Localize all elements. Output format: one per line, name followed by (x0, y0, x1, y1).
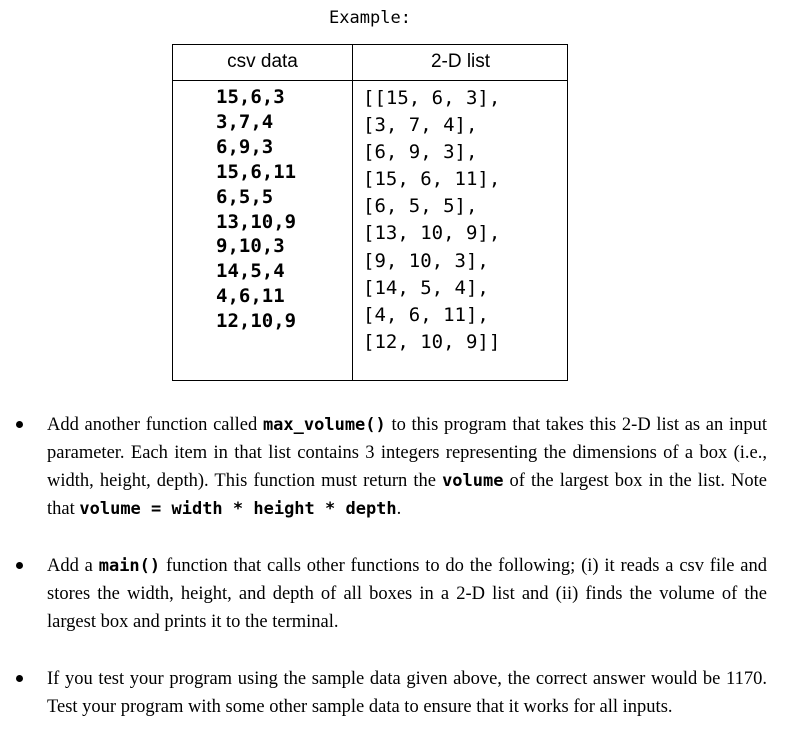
csv-row: 4,6,11 (216, 285, 285, 308)
csv-row: 14,5,4 (216, 260, 285, 283)
bullet-icon (16, 421, 23, 428)
2d-list-header: 2-D list (430, 51, 491, 72)
example-table (172, 44, 568, 381)
code-main: main() (98, 556, 161, 576)
csv-row: 3,7,4 (216, 110, 274, 133)
csv-data-header: csv data (227, 51, 298, 72)
code-max-volume: max_volume() (262, 415, 386, 435)
header-divider (173, 80, 567, 81)
csv-row: 9,10,3 (216, 235, 285, 258)
csv-row: 6,5,5 (216, 185, 274, 208)
list-row: [15, 6, 11], (363, 168, 501, 191)
column-divider (352, 45, 353, 380)
instruction-text: Add a main() function that calls other functions to do the following; (i) it reads a csv file and stores the width, height, and depth of all boxes in a 2-D list and (ii) finds the volume of the largest box and prints it to the terminal. (47, 556, 767, 632)
csv-row: 12,10,9 (216, 310, 297, 333)
list-row: [13, 10, 9], (363, 222, 501, 245)
list-row: [6, 5, 5], (363, 195, 478, 218)
instruction-text: Add another function called max_volume() to this program that takes this 2-D list as an input parameter. Each item in that list contains 3 integers representing the dimensions of a box (i.e., width, height, depth). This function must return the volume of the largest box in the list. Note that volume = width * height * depth. (47, 415, 767, 519)
list-row: [4, 6, 11], (363, 303, 489, 326)
csv-row: 15,6,3 (216, 86, 285, 108)
csv-row: 6,9,3 (216, 135, 274, 158)
2d-list-column (363, 85, 500, 356)
bullet-icon (16, 675, 23, 682)
csv-row: 15,6,11 (216, 160, 297, 183)
csv-row: 13,10,9 (216, 210, 297, 233)
code-volume: volume (442, 471, 504, 491)
list-row: [[15, 6, 3], (363, 87, 501, 109)
list-row: [6, 9, 3], (363, 141, 478, 164)
csv-data-column (216, 85, 296, 334)
list-row: [3, 7, 4], (363, 114, 478, 137)
code-volume-formula: volume = width * height * depth (79, 499, 397, 519)
list-row: [9, 10, 3], (363, 249, 489, 272)
bullet-icon (16, 562, 23, 569)
example-label: Example: (329, 8, 411, 28)
instruction-text: If you test your program using the sample data given above, the correct answer would be 1170. Test your program with some other sample data to ensure that it works for all inputs. (47, 669, 767, 717)
list-row: [14, 5, 4], (363, 276, 489, 299)
list-row: [12, 10, 9]] (363, 330, 501, 353)
